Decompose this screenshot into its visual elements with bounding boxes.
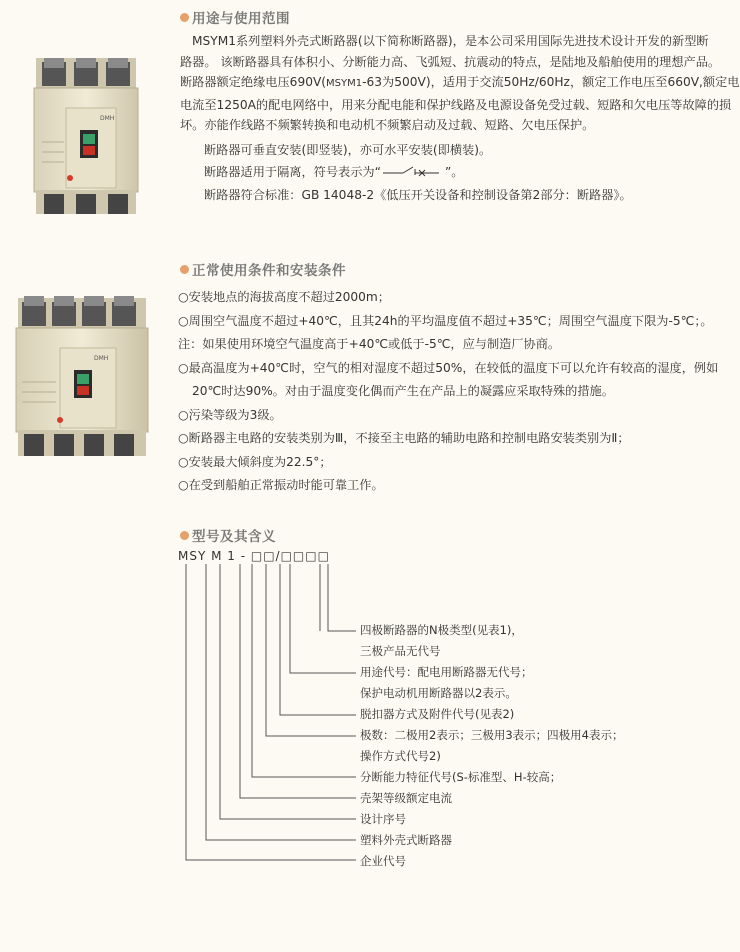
svg-text:DMH: DMH: [100, 115, 115, 122]
usage-line-4: 电流至1250A的配电网络中，用来分配电能和保护线路及电源设备免受过载、短路和欠电压等故障的损: [180, 97, 732, 112]
explanation-enterprise-code: 企业代号: [360, 854, 406, 868]
condition-item: ○周围空气温度不超过+40℃，且其24h的平均温度值不超过+35℃；周围空气温度下限为-5℃；。: [178, 313, 713, 328]
usage-line-standard: 断路器符合标准：GB 14048-2《低压开关设备和控制设备第2部分：断路器》。: [204, 187, 632, 202]
usage-paragraph: [180, 31, 739, 205]
usage-line-2: 路器。 该断路器具有体积小、分断能力高、飞弧短、抗震动的特点，是陆地及船舶使用的理想产品。: [180, 54, 721, 69]
model-code: MSY M 1 - □□/□□□□: [178, 549, 330, 563]
bullet-dot: [180, 531, 189, 540]
condition-note: 注：如果使用环境空气温度高于+40℃或低于-5℃，应与制造厂协商。: [178, 337, 561, 351]
explanation-poles: 极数：二极用2表示；三极用3表示；四极用4表示；: [360, 728, 624, 742]
section-title-text: 型号及其含义: [192, 529, 276, 545]
explanation-mccb: 塑料外壳式断路器: [360, 833, 452, 847]
bullet-dot: [180, 13, 189, 22]
section-title-conditions: [180, 259, 346, 279]
explanation-three-pole: 三极产品无代号: [360, 644, 441, 658]
explanation-design-serial: 设计序号: [360, 812, 406, 826]
condition-item: ○断路器主电路的安装类别为Ⅲ，不接至主电路的辅助电路和控制电路安装类别为Ⅱ；: [178, 431, 630, 445]
condition-item-continued: 20℃时达90%。对由于温度变化偶而产生在产品上的凝露应采取特殊的措施。: [192, 384, 614, 398]
usage-line-1: MSYM1系列塑料外壳式断路器(以下简称断路器)，是本公司采用国际先进技术设计开发的新型断: [192, 34, 709, 48]
circuit-breaker-3pole-image: [30, 52, 142, 218]
explanation-breaking-capacity: 分断能力特征代号(S-标准型、H-较高；: [360, 770, 562, 784]
section-title-usage: [180, 7, 290, 27]
explanation-usage-code: 用途代号：配电用断路器无代号；: [360, 665, 533, 679]
explanation-release-type: 脱扣器方式及附件代号(见表2): [360, 707, 515, 721]
svg-text:DMH: DMH: [94, 355, 109, 362]
usage-line-3: 断路器额定绝缘电压690V(MSYM1-63为500V)，适用于交流50Hz/60Hz，额定工作电压至660V,额定电: [180, 75, 740, 89]
explanation-n-pole: 四极断路器的N极类型(见表1)，: [360, 623, 523, 637]
isolation-symbol-icon: [381, 165, 445, 177]
model-code-leader-lines: [170, 560, 370, 870]
explanation-operation: 操作方式代号2): [360, 749, 441, 763]
bullet-dot: [180, 265, 189, 274]
condition-item: ○在受到船舶正常振动时能可靠工作。: [178, 478, 384, 492]
usage-line-5: 坏。亦能作线路不频繁转换和电动机不频繁启动及过载、短路、欠电压保护。: [180, 118, 595, 132]
circuit-breaker-4pole-image: [12, 290, 152, 460]
explanation-motor-protection: 保护电动机用断路器以2表示。: [360, 686, 517, 700]
usage-line-6: 断路器可垂直安装(即竖装)，亦可水平安装(即横装)。: [204, 142, 492, 157]
explanation-frame-current: 壳架等级额定电流: [360, 791, 452, 805]
section-title-model: [180, 525, 276, 545]
section-title-text: 正常使用条件和安装条件: [192, 263, 346, 279]
condition-item: ○最高温度为+40℃时，空气的相对湿度不超过50%，在较低的温度下可以允许有较高的湿度，例如: [178, 360, 719, 375]
condition-item: ○污染等级为3级。: [178, 407, 282, 422]
section-title-text: 用途与使用范围: [192, 11, 290, 27]
conditions-list: [178, 286, 718, 498]
condition-item: ○安装地点的海拔高度不超过2000m；: [178, 290, 390, 304]
condition-item: ○安装最大倾斜度为22.5°；: [178, 454, 332, 469]
usage-line-isolation: 断路器适用于隔离，符号表示为“ ”。: [204, 165, 464, 179]
